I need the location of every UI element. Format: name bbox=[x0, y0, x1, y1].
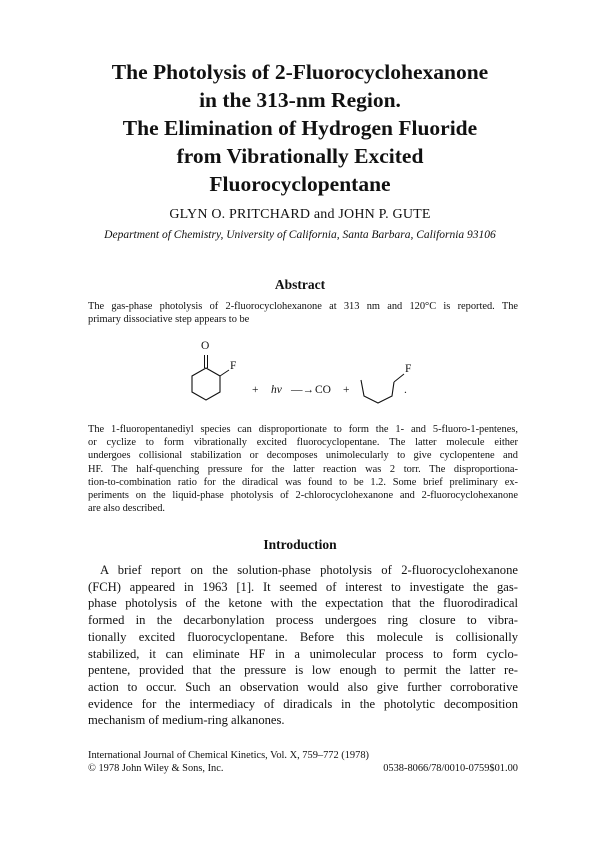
abstract-line: HF. The half-quenching pressure for the latter reaction was 2 torr. The disproportiona- bbox=[88, 463, 518, 475]
page-footer bbox=[88, 749, 518, 775]
scheme-period: . bbox=[404, 384, 407, 396]
abstract-line: The 1-fluoropentanediyl species can disproportionate to form the 1- and 5-fluoro-1-pentenes, bbox=[88, 424, 518, 435]
introduction-body bbox=[88, 562, 518, 729]
intro-line: A brief report on the solution-phase photolysis of 2-fluorocyclohexanone bbox=[100, 563, 518, 577]
intro-line: mechanism of medium-ring alkanones. bbox=[88, 713, 285, 728]
abstract-line: The gas-phase photolysis of 2-fluorocyclohexanone at 313 nm and 120°C is reported. The bbox=[88, 301, 518, 312]
abstract-line: are also described. bbox=[88, 503, 166, 515]
intro-line: stabilized, it can eliminate HF in a unimolecular process to form cyclo- bbox=[88, 646, 518, 661]
abstract-text-after-scheme bbox=[88, 423, 518, 515]
carbon-monoxide-label: CO bbox=[315, 384, 331, 396]
photon-symbol: hν bbox=[271, 384, 282, 396]
abstract-heading: Abstract bbox=[274, 277, 326, 292]
fluorine-label-left: F bbox=[230, 360, 237, 372]
abstract-line: or cyclize to form vibrationally excited fluorocyclopentane. The latter molecule either bbox=[88, 437, 518, 449]
plus-sign: + bbox=[252, 384, 259, 396]
c-f-bond-right bbox=[394, 374, 404, 382]
reaction-arrow: —→ bbox=[291, 384, 314, 396]
fluorine-label-right: F bbox=[405, 363, 412, 375]
authors: GLYN O. PRITCHARD and JOHN P. GUTE bbox=[169, 207, 431, 222]
title-line: from Vibrationally Excited bbox=[176, 144, 424, 168]
intro-line: (FCH) appeared in 1963 [1]. It seemed of interest to investigate the gas- bbox=[88, 579, 518, 594]
affiliation: Department of Chemistry, University of California, Santa Barbara, California 93106 bbox=[104, 229, 496, 241]
paper-title bbox=[40, 58, 560, 198]
title-line: The Photolysis of 2-Fluorocyclohexanone bbox=[111, 60, 489, 84]
reaction-scheme bbox=[160, 340, 440, 415]
copyright-notice: © 1978 John Wiley & Sons, Inc. bbox=[88, 763, 224, 775]
footer-row bbox=[88, 762, 518, 775]
intro-line: evidence for the intermediacy of diradicals in the photolytic decomposition bbox=[88, 696, 518, 711]
abstract-line: periments on the liquid-phase photolysis of 2-chlorocyclohexanone and 2-fluorocyclohexanone bbox=[88, 490, 518, 502]
title-line: Fluorocyclopentane bbox=[209, 172, 391, 196]
intro-line: formed in the decarbonylation process undergoes ring closure to vibra- bbox=[88, 613, 518, 628]
title-line: The Elimination of Hydrogen Fluoride bbox=[122, 116, 478, 140]
intro-line: tionally excited fluorocyclopentane. Before this molecule is collisionally bbox=[88, 629, 518, 644]
intro-line: phase photolysis of the ketone with the expectation that the fluorodiradical bbox=[88, 596, 518, 611]
intro-line: pentene, provided that the pressure is low enough to permit the latter re- bbox=[88, 663, 518, 678]
plus-sign: + bbox=[343, 384, 350, 396]
abstract-text-before-scheme bbox=[88, 300, 518, 326]
intro-line: action to occur. Such an observation would also give further corroborative bbox=[88, 679, 518, 694]
title-line: in the 313-nm Region. bbox=[199, 88, 401, 112]
abstract-line: undergoes collisional stabilization or decomposes unimolecularly to give cyclopentene and bbox=[88, 450, 518, 462]
introduction-heading: Introduction bbox=[263, 537, 337, 552]
article-code: 0538-8066/78/0010-0759$01.00 bbox=[383, 763, 518, 775]
c-f-bond-left bbox=[220, 370, 229, 376]
fluoropentanediyl-chain bbox=[361, 380, 394, 403]
cyclohexanone-ring bbox=[192, 368, 220, 400]
oxygen-label: O bbox=[201, 340, 210, 352]
abstract-line: primary dissociative step appears to be bbox=[88, 314, 250, 326]
journal-citation: International Journal of Chemical Kinetics, Vol. X, 759–772 (1978) bbox=[88, 750, 369, 761]
abstract-line: tion-to-combination ratio for the diradical was found to be 1.2. Some brief preliminary ex- bbox=[88, 476, 518, 488]
